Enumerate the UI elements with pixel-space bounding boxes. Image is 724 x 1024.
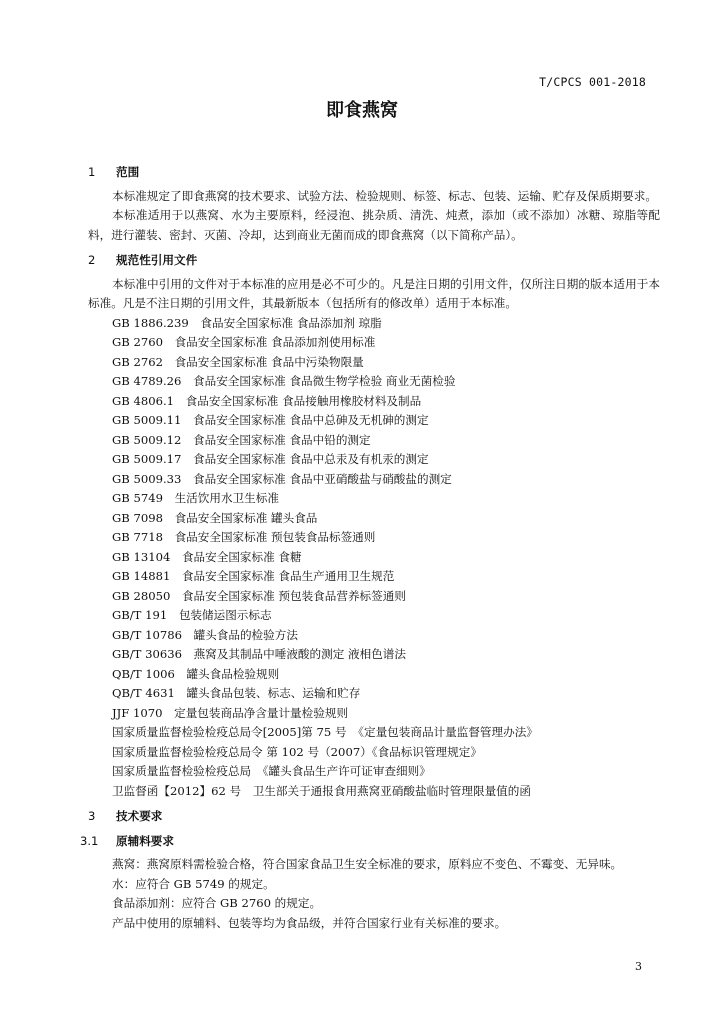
reference-item: GB 13104 食品安全国家标准 食糖 [112,549,302,564]
section-title: 规范性引用文件 [116,253,198,267]
section-title: 范围 [116,165,140,179]
reference-item: GB 4789.26 食品安全国家标准 食品微生物学检验 商业无菌检验 [112,374,456,388]
reference-item: GB 5009.33 食品安全国家标准 食品中亚硝酸盐与硝酸盐的测定 [112,471,452,486]
subsection-number: 3.1 [80,833,99,848]
reference-item: GB 7098 食品安全国家标准 罐头食品 [112,510,318,525]
section-title: 技术要求 [116,809,163,823]
reference-item: GB 4806.1 食品安全国家标准 食品接触用橡胶材料及制品 [112,393,422,408]
requirement-line: 食品添加剂：应符合 GB 2760 的规定。 [112,896,322,910]
requirement-line: 水：应符合 GB 5749 的规定。 [112,876,275,891]
reference-item: GB 28050 食品安全国家标准 预包装食品营养标签通则 [112,588,406,603]
paragraph: 本标准中引用的文件对于本标准的应用是必不可少的。凡是注日期的引用文件，仅所注日期的版本适用于本标准。凡是不注日期的引用文件，其最新版本（包括所有的修改单）适用于本标准。 [88,276,660,310]
reference-list [88,314,660,802]
reference-item: GB 5009.11 食品安全国家标准 食品中总砷及无机砷的测定 [112,413,429,427]
reference-item: 卫监督函【2012】62 号 卫生部关于通报食用燕窝亚硝酸盐临时管理限量值的函 [112,783,531,798]
reference-item: GB 2762 食品安全国家标准 食品中污染物限量 [112,354,364,369]
subsection-heading-3-1 [80,832,660,852]
requirement-line: 燕窝：燕窝原料需检验合格，符合国家食品卫生安全标准的要求，原料应不变色、不霉变、无异味。 [112,857,623,871]
reference-item: GB 2760 食品安全国家标准 食品添加剂使用标准 [112,335,376,349]
section-number: 3 [88,809,96,823]
document-code: T/CPCS 001-2018 [539,75,646,89]
requirement-line: 产品中使用的原辅料、包装等均为食品级，并符合国家行业有关标准的要求。 [112,915,507,930]
document-body [80,158,660,933]
subsection-title: 原辅料要求 [116,833,174,848]
reference-item: GB 5009.12 食品安全国家标准 食品中铅的测定 [112,432,371,447]
reference-item: GB 5749 生活饮用水卫生标准 [112,491,279,505]
section-heading-3 [88,807,660,827]
paragraph: 本标准规定了即食燕窝的技术要求、试验方法、检验规则、标签、标志、包装、运输、贮存及保质期要求。 [112,188,657,203]
reference-item: GB 14881 食品安全国家标准 食品生产通用卫生规范 [112,569,395,583]
section-heading-2 [88,251,660,271]
reference-item: 国家质量监督检验检疫总局令 第 102 号（2007）《食品标识管理规定》 [112,744,482,759]
reference-item: GB/T 30636 燕窝及其制品中唾液酸的测定 液相色谱法 [112,647,406,661]
reference-item: 国家质量监督检验检疫总局 《罐头食品生产许可证审查细则》 [112,764,431,778]
paragraph: 本标准适用于以燕窝、水为主要原料，经浸泡、挑杂质、清洗、炖煮，添加（或不添加）冰糖、琼脂等配料，进行灌装、密封、灭菌、冷却，达到商业无菌而成的即食燕窝（以下简称产品）。 [88,208,660,242]
section-number: 2 [88,253,96,267]
reference-item: 国家质量监督检验检疫总局令[2005]第 75 号 《定量包装商品计量监督管理办法》 [112,725,538,739]
reference-item: JJF 1070 定量包装商品净含量计量检验规则 [112,705,349,720]
reference-item: QB/T 4631 罐头食品包装、标志、运输和贮存 [112,686,361,700]
reference-item: GB 5009.17 食品安全国家标准 食品中总汞及有机汞的测定 [112,452,429,466]
section-heading-1 [88,163,660,183]
reference-item: QB/T 1006 罐头食品检验规则 [112,666,280,681]
reference-item: GB/T 10786 罐头食品的检验方法 [112,627,298,642]
reference-item: GB/T 191 包装储运图示标志 [112,608,272,622]
reference-item: GB 7718 食品安全国家标准 预包装食品标签通则 [112,530,376,544]
page-title: 即食燕窝 [326,100,398,121]
reference-item: GB 1886.239 食品安全国家标准 食品添加剂 琼脂 [112,315,382,330]
page-number: 3 [635,960,642,973]
section-number: 1 [88,165,96,179]
